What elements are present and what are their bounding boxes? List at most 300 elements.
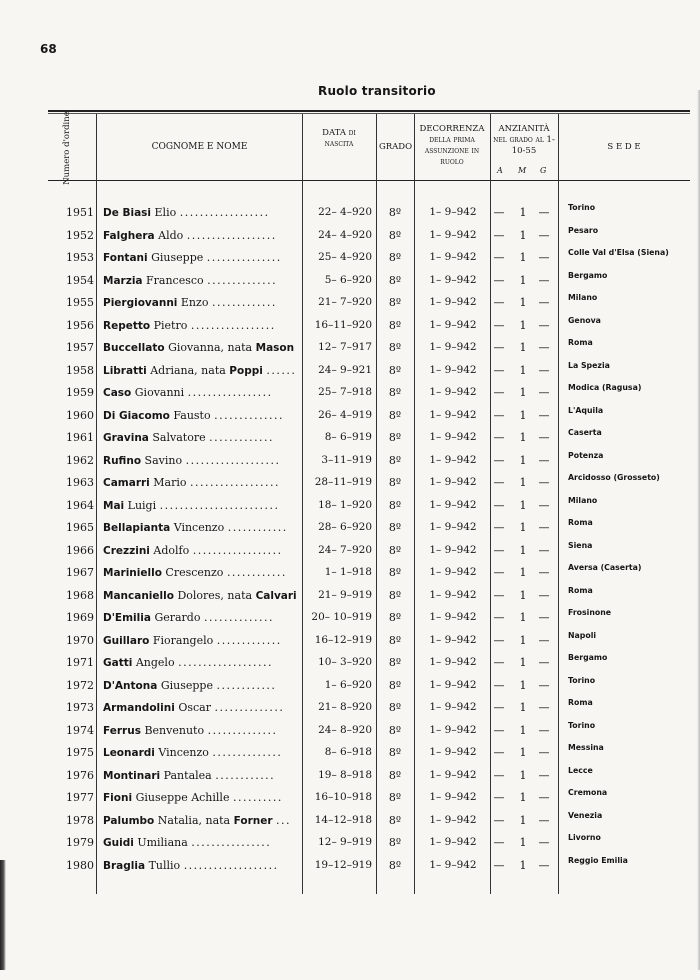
row-number: 1976 [66, 768, 94, 782]
row-leader-dots: ............ [216, 678, 277, 692]
row-seniority-months: 1 [519, 678, 527, 692]
row-leader-dots: ............. [211, 296, 277, 309]
row-name [103, 454, 298, 467]
row-seniority-days: — [538, 521, 550, 534]
row-grade: 8º [388, 206, 402, 219]
row-seniority-months: 1 [519, 813, 527, 827]
row-location: Roma [568, 585, 593, 595]
table-row [0, 675, 700, 698]
row-birth-date: 25– 7–918 [318, 386, 372, 398]
row-seniority-years: — [493, 656, 505, 669]
row-start-date: 1– 9–942 [429, 251, 477, 263]
row-given-name: Fiorangelo [152, 633, 214, 647]
row-number: 1957 [66, 341, 94, 354]
row-surname: Camarri [103, 477, 150, 489]
header-cognome: COGNOME E NOME [151, 142, 248, 152]
row-birth-date: 26– 4–919 [318, 408, 372, 421]
table-row [0, 562, 700, 585]
row-name [103, 791, 298, 804]
row-given-name: Savino [144, 453, 183, 467]
row-seniority-months: 1 [519, 791, 527, 804]
row-seniority-months: 1 [519, 431, 527, 444]
row-location: Colle Val d'Elsa (Siena) [568, 248, 669, 257]
row-location: Pesaro [568, 225, 599, 235]
row-location: La Spezia [568, 360, 610, 370]
row-seniority-months: 1 [519, 768, 527, 782]
row-seniority-years: — [493, 746, 505, 759]
row-seniority-days: — [538, 656, 550, 669]
row-start-date: 1– 9–942 [429, 723, 477, 736]
row-number: 1952 [66, 228, 94, 242]
row-birth-date: 19–12–919 [314, 858, 372, 871]
row-surname: Rufino [103, 454, 142, 467]
table-row [0, 810, 700, 833]
row-location: Torino [568, 720, 596, 730]
row-number: 1961 [66, 431, 94, 444]
row-number: 1962 [66, 453, 94, 467]
row-surname: Mariniello [103, 567, 162, 579]
table-row [0, 247, 700, 270]
row-name [103, 566, 298, 579]
row-seniority-months: 1 [519, 633, 527, 647]
row-birth-date: 24– 4–920 [318, 228, 372, 241]
row-leader-dots: .............. [203, 611, 274, 624]
row-number: 1979 [66, 836, 94, 849]
row-seniority-months: 1 [519, 386, 527, 399]
row-location: Napoli [568, 630, 597, 640]
row-location: Frosinone [568, 608, 612, 617]
row-seniority-months: 1 [519, 588, 527, 602]
row-seniority-years: — [493, 768, 505, 782]
row-name [103, 746, 298, 759]
row-married-surname: Mason [255, 342, 295, 354]
row-grade: 8º [388, 431, 402, 444]
row-seniority-years: — [493, 363, 505, 377]
row-name [103, 859, 298, 872]
header-decorrenza: DECORRENZA della prima assunzione in ruolo [419, 124, 485, 167]
row-name [103, 836, 298, 849]
row-start-date: 1– 9–942 [429, 228, 477, 241]
row-start-date: 1– 9–942 [429, 431, 477, 443]
row-leader-dots: ................... [178, 656, 274, 669]
row-birth-date: 24– 8–920 [318, 723, 372, 736]
row-number: 1954 [66, 273, 94, 287]
row-start-date: 1– 9–942 [429, 476, 477, 488]
header-bottom-rule [48, 180, 690, 181]
row-start-date: 1– 9–942 [429, 453, 477, 466]
row-grade: 8º [388, 476, 402, 489]
row-grade: 8º [388, 813, 402, 827]
row-seniority-months: 1 [519, 656, 527, 669]
row-start-date: 1– 9–942 [429, 296, 477, 308]
row-surname: Libratti [103, 364, 147, 377]
row-number: 1972 [66, 678, 94, 692]
row-given-name: Giuseppe [160, 678, 213, 692]
row-grade: 8º [388, 633, 402, 647]
row-grade: 8º [388, 701, 402, 714]
row-location: Torino [568, 675, 596, 685]
row-name [103, 251, 298, 264]
row-seniority-months: 1 [519, 453, 527, 467]
row-grade: 8º [388, 341, 402, 354]
row-birth-date: 12– 9–919 [318, 836, 372, 848]
row-given-name: Giuseppe [151, 251, 204, 264]
table-row [0, 405, 700, 428]
row-surname: Ferrus [103, 724, 141, 737]
table-row [0, 472, 700, 495]
row-grade: 8º [388, 678, 402, 692]
row-seniority-days: — [538, 363, 550, 377]
row-number: 1963 [66, 476, 94, 489]
row-name [103, 296, 298, 309]
row-start-date: 1– 9–942 [429, 701, 477, 713]
row-birth-date: 16–10–918 [314, 791, 372, 803]
row-start-date: 1– 9–942 [429, 498, 477, 511]
row-seniority-days: — [538, 408, 550, 422]
row-location: Reggio Emilia [568, 855, 628, 865]
row-surname: Gravina [103, 432, 149, 444]
row-surname: Falghera [103, 229, 155, 242]
row-seniority-months: 1 [519, 408, 527, 422]
header-sede: S E D E [607, 142, 641, 152]
row-location: Cremona [568, 788, 608, 797]
row-grade: 8º [388, 746, 402, 759]
row-name [103, 656, 298, 669]
row-grade: 8º [388, 363, 402, 377]
row-location: Lecce [568, 765, 593, 775]
row-leader-dots: ........................ [159, 498, 280, 512]
row-location: Genova [568, 315, 601, 325]
row-married-surname: Forner [233, 814, 273, 827]
row-surname: Braglia [103, 859, 146, 872]
row-grade: 8º [388, 723, 402, 737]
row-birth-date: 28– 6–920 [318, 521, 372, 533]
row-grade: 8º [388, 611, 402, 624]
row-seniority-years: — [493, 566, 505, 579]
row-seniority-days: — [538, 498, 550, 512]
row-given-name: Giovanni [134, 386, 185, 399]
row-leader-dots: ............ [226, 566, 287, 579]
row-leader-dots: .............. [214, 701, 285, 714]
row-seniority-days: — [538, 588, 550, 602]
row-given-name: Aldo [158, 228, 184, 242]
table-row [0, 540, 700, 563]
row-given-name: Gerardo [154, 611, 201, 624]
row-start-date: 1– 9–942 [429, 656, 477, 668]
row-surname: D'Emilia [103, 612, 151, 624]
row-birth-date: 14–12–918 [314, 813, 372, 826]
table-row [0, 630, 700, 653]
row-seniority-years: — [493, 611, 505, 624]
row-location: Torino [568, 203, 596, 212]
row-seniority-days: — [538, 858, 550, 872]
row-seniority-years: — [493, 791, 505, 804]
table-top-rule [48, 110, 690, 112]
row-number: 1970 [66, 633, 94, 647]
row-location: Milano [568, 293, 598, 302]
row-name [103, 364, 298, 377]
row-number: 1975 [66, 746, 94, 759]
header-anz-a: A [497, 166, 503, 175]
row-number: 1964 [66, 498, 94, 512]
row-name [103, 769, 298, 782]
row-location: Siena [568, 540, 593, 550]
row-number: 1958 [66, 363, 94, 377]
row-number: 1966 [66, 543, 94, 557]
row-seniority-days: — [538, 228, 550, 242]
row-leader-dots: .............. [214, 408, 285, 422]
page-number: 68 [40, 42, 57, 56]
row-seniority-days: — [538, 701, 550, 714]
table-row [0, 787, 700, 810]
row-leader-dots: .......... [232, 791, 283, 804]
row-given-name: Tullio [148, 858, 181, 872]
row-start-date: 1– 9–942 [429, 206, 477, 218]
row-given-name: Dolores, nata [177, 588, 253, 602]
row-given-name: Benvenuto [144, 723, 205, 737]
row-grade: 8º [388, 543, 402, 557]
row-seniority-years: — [493, 273, 505, 287]
row-given-name: Pietro [153, 318, 188, 332]
row-location: Modica (Ragusa) [568, 383, 642, 392]
row-seniority-years: — [493, 431, 505, 444]
row-number: 1960 [66, 408, 94, 422]
row-given-name: Enzo [180, 296, 209, 309]
row-leader-dots: .............. [207, 273, 278, 287]
row-surname: Piergiovanni [103, 297, 178, 309]
row-number: 1978 [66, 813, 94, 827]
row-number: 1955 [66, 296, 94, 309]
row-seniority-days: — [538, 813, 550, 827]
row-leader-dots: .............. [207, 723, 278, 737]
row-surname: Palumbo [103, 814, 155, 827]
row-number: 1959 [66, 386, 94, 399]
row-name [103, 341, 298, 354]
row-start-date: 1– 9–942 [429, 521, 477, 533]
row-seniority-years: — [493, 498, 505, 512]
row-grade: 8º [388, 498, 402, 512]
row-given-name: Giovanna, nata [168, 341, 253, 354]
row-start-date: 1– 9–942 [429, 858, 477, 871]
row-birth-date: 28–11–919 [314, 476, 372, 488]
row-start-date: 1– 9–942 [429, 318, 477, 331]
row-location: Arcidosso (Grosseto) [568, 473, 660, 482]
row-location: L'Aquila [568, 405, 604, 415]
row-start-date: 1– 9–942 [429, 611, 477, 623]
header-anz-g: G [540, 166, 547, 175]
row-seniority-days: — [538, 273, 550, 287]
row-seniority-days: — [538, 836, 550, 849]
table-row [0, 292, 700, 315]
row-birth-date: 21– 7–920 [318, 296, 372, 308]
row-leader-dots: ............ [227, 521, 288, 534]
row-surname: Caso [103, 387, 132, 399]
row-number: 1953 [66, 251, 94, 264]
header-numero-label: Numero d'ordine [62, 111, 73, 185]
row-grade: 8º [388, 453, 402, 467]
row-start-date: 1– 9–942 [429, 746, 477, 758]
row-surname: Bellapianta [103, 522, 171, 534]
row-seniority-days: — [538, 611, 550, 624]
row-name [103, 319, 298, 332]
row-seniority-days: — [538, 678, 550, 692]
row-given-name: Crescenzo [165, 566, 224, 579]
row-given-name: Oscar [178, 701, 211, 714]
row-seniority-months: 1 [519, 251, 527, 264]
row-leader-dots: ............. [209, 431, 275, 444]
row-grade: 8º [388, 791, 402, 804]
row-surname: De Biasi [103, 207, 152, 219]
row-start-date: 1– 9–942 [429, 273, 477, 286]
row-seniority-years: — [493, 296, 505, 309]
row-seniority-days: — [538, 791, 550, 804]
row-grade: 8º [388, 318, 402, 332]
row-seniority-years: — [493, 386, 505, 399]
row-seniority-months: 1 [519, 746, 527, 759]
row-seniority-days: — [538, 318, 550, 332]
row-start-date: 1– 9–942 [429, 791, 477, 803]
row-start-date: 1– 9–942 [429, 408, 477, 421]
table-row [0, 450, 700, 473]
row-location: Roma [568, 518, 593, 527]
row-surname: Crezzini [103, 544, 150, 557]
row-leader-dots: ............ [215, 768, 276, 782]
row-leader-dots: ................... [183, 858, 279, 872]
row-start-date: 1– 9–942 [429, 633, 477, 646]
row-name [103, 476, 298, 489]
row-given-name: Francesco [146, 273, 204, 287]
row-leader-dots: .................. [186, 228, 277, 242]
row-grade: 8º [388, 228, 402, 242]
row-leader-dots: .................. [192, 543, 283, 557]
row-location: Aversa (Caserta) [568, 563, 642, 572]
row-seniority-years: — [493, 476, 505, 489]
row-name [103, 701, 298, 714]
table-row [0, 765, 700, 788]
row-given-name: Vincenzo [173, 521, 225, 534]
row-name [103, 724, 298, 737]
row-name [103, 206, 298, 219]
row-given-name: Mario [153, 476, 187, 489]
row-given-name: Salvatore [152, 431, 206, 444]
row-birth-date: 21– 8–920 [318, 701, 372, 713]
row-name [103, 634, 298, 647]
table-row [0, 855, 700, 878]
row-seniority-days: — [538, 566, 550, 579]
row-married-surname: Calvari [255, 589, 297, 602]
row-given-name: Adolfo [153, 543, 190, 557]
row-seniority-months: 1 [519, 836, 527, 849]
row-given-name: Fausto [173, 408, 211, 422]
row-seniority-days: — [538, 341, 550, 354]
row-birth-date: 20– 10–919 [311, 611, 372, 623]
row-start-date: 1– 9–942 [429, 543, 477, 556]
table-row [0, 832, 700, 855]
row-location: Venezia [568, 810, 603, 820]
row-location: Bergamo [568, 653, 608, 662]
row-leader-dots: ...... [266, 363, 297, 377]
row-birth-date: 25– 4–920 [318, 251, 372, 263]
header-numero [47, 111, 87, 185]
row-birth-date: 10– 3–920 [318, 656, 372, 668]
row-grade: 8º [388, 408, 402, 422]
roster-table-body [0, 202, 700, 877]
row-seniority-days: — [538, 251, 550, 264]
row-start-date: 1– 9–942 [429, 566, 477, 578]
row-given-name: Elio [154, 206, 177, 219]
header-data: DATA di nascita [322, 128, 356, 149]
row-surname: Fontani [103, 252, 148, 264]
table-row [0, 652, 700, 675]
row-leader-dots: .................. [190, 476, 280, 489]
row-seniority-days: — [538, 723, 550, 737]
row-leader-dots: ................ [191, 836, 272, 849]
row-birth-date: 8– 6–918 [324, 746, 372, 758]
row-grade: 8º [388, 273, 402, 287]
row-number: 1974 [66, 723, 94, 737]
row-name [103, 431, 298, 444]
table-top-rule-thin [48, 113, 690, 114]
row-name [103, 814, 298, 827]
row-location: Bergamo [568, 270, 608, 280]
row-seniority-years: — [493, 701, 505, 714]
table-row [0, 225, 700, 248]
row-seniority-days: — [538, 206, 550, 219]
row-birth-date: 22– 4–920 [318, 206, 372, 218]
row-seniority-months: 1 [519, 363, 527, 377]
row-start-date: 1– 9–942 [429, 836, 477, 848]
row-surname: Leonardi [103, 747, 155, 759]
row-given-name: Angelo [135, 656, 175, 669]
table-row [0, 720, 700, 743]
row-seniority-months: 1 [519, 566, 527, 579]
row-seniority-days: — [538, 453, 550, 467]
row-seniority-months: 1 [519, 611, 527, 624]
table-row [0, 270, 700, 293]
table-row [0, 585, 700, 608]
row-location: Roma [568, 698, 593, 707]
row-seniority-months: 1 [519, 858, 527, 872]
row-surname: Montinari [103, 769, 161, 782]
row-location: Messina [568, 743, 604, 752]
row-surname: Marzia [103, 274, 143, 287]
row-surname: Armandolini [103, 702, 175, 714]
row-number: 1951 [66, 206, 94, 219]
row-surname: Di Giacomo [103, 409, 170, 422]
row-seniority-days: — [538, 431, 550, 444]
row-seniority-days: — [538, 746, 550, 759]
row-seniority-years: — [493, 543, 505, 557]
table-row [0, 315, 700, 338]
row-start-date: 1– 9–942 [429, 768, 477, 781]
row-seniority-months: 1 [519, 341, 527, 354]
row-seniority-years: — [493, 341, 505, 354]
row-grade: 8º [388, 836, 402, 849]
row-seniority-months: 1 [519, 521, 527, 534]
row-grade: 8º [388, 251, 402, 264]
row-name [103, 409, 298, 422]
row-start-date: 1– 9–942 [429, 341, 477, 353]
row-given-name: Giuseppe Achille [135, 791, 230, 804]
table-row [0, 697, 700, 720]
row-given-name: Natalia, nata [157, 813, 231, 827]
row-number: 1971 [66, 656, 94, 669]
row-name [103, 679, 298, 692]
row-surname: Mai [103, 499, 125, 512]
row-number: 1965 [66, 521, 94, 534]
row-grade: 8º [388, 521, 402, 534]
row-number: 1980 [66, 858, 94, 872]
